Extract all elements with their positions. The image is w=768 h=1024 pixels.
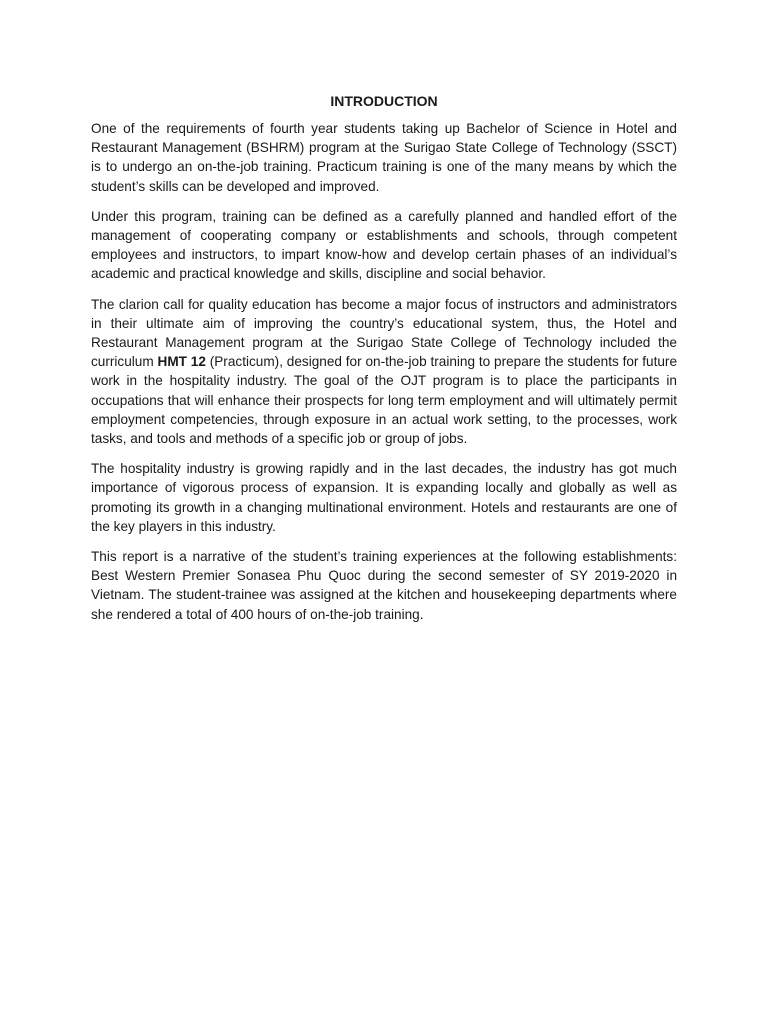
paragraph-5: This report is a narrative of the student’s training experiences at the following establishments: Best Western Premier Sonasea Phu Quoc during the second semester of SY 2019-2020 in Vietnam. The student-trainee was assigned at the kitchen and housekeeping departments where she rendered a total of 400 hours of on-the-job training. (91, 549, 677, 622)
paragraph-3-text-after: (Practicum), designed for on-the-job training to prepare the students for future work in the hospitality industry. The goal of the OJT program is to place the participants in occupations that will enhance their prospects for long term employment and will ultimately permit employment competencies, through exposure in an actual work setting, to the processes, work tasks, and tools and methods of a specific job or group of jobs. (91, 354, 678, 447)
paragraph-3-text-before: The clarion call for quality education has become a major focus of instructors and administrators in their ultimate aim of improving the country’s educational system, thus, the Hotel and Restaurant Management program at the Surigao State College of Technology included the curriculum (91, 296, 677, 370)
paragraph-4: The hospitality industry is growing rapidly and in the last decades, the industry has got much importance of vigorous process of expansion. It is expanding locally and globally as well as promoting its growth in a changing multinational environment. Hotels and restaurants are one of the key players in this industry. (91, 461, 677, 534)
paragraph-1: One of the requirements of fourth year students taking up Bachelor of Science in Hotel and Restaurant Management (BSHRM) program at the Surigao State College of Technology (SSCT) is to undergo an on-the-job training. Practicum training is one of the many means by which the student’s skills can be developed and improved. (91, 121, 677, 194)
document-title: INTRODUCTION (330, 93, 438, 109)
paragraph-2: Under this program, training can be defined as a carefully planned and handled effort of the management of cooperating company or establishments and schools, through competent employees and instructors, to impart know-how and develop certain phases of an individual’s academic and practical knowledge and skills, discipline and social behavior. (91, 208, 677, 282)
document-page (91, 92, 677, 635)
paragraph-3 (91, 295, 677, 449)
course-code-bold: HMT 12 (157, 354, 206, 370)
